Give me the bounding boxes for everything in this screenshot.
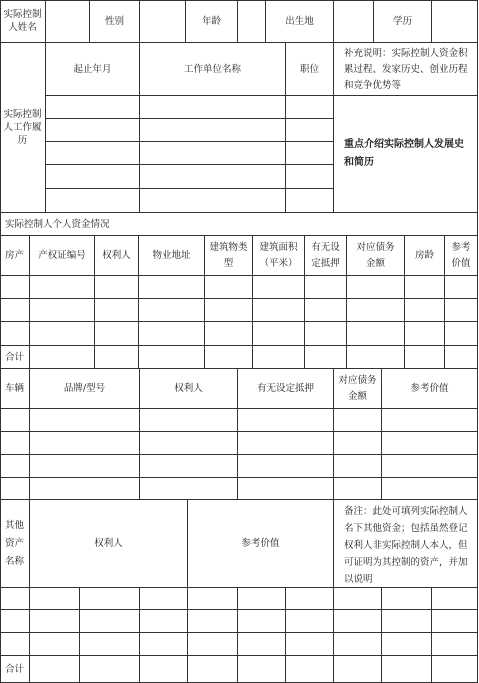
property-cell[interactable]	[30, 322, 95, 346]
other-cell[interactable]	[286, 633, 334, 656]
other-total-cell[interactable]	[382, 656, 432, 683]
other-cell[interactable]	[140, 588, 188, 610]
other-total-cell[interactable]	[286, 656, 334, 683]
other-assets-note: 备注：此处可填列实际控制人名下其他资金；包括虽然登记权利人非实际控制人本人，但可证明为其控制的资产，并加以说明	[334, 500, 478, 588]
other-cell[interactable]	[0, 588, 30, 610]
other-cell[interactable]	[80, 633, 140, 656]
vehicle-cell[interactable]	[30, 432, 140, 455]
property-cell[interactable]	[205, 322, 253, 346]
vehicle-cell[interactable]	[334, 455, 382, 478]
other-cell[interactable]	[30, 610, 80, 633]
property-cell[interactable]	[305, 299, 347, 322]
property-cell[interactable]	[253, 322, 305, 346]
property-header-1: 产权证编号	[30, 236, 95, 276]
assets-section-title: 实际控制人个人资金情况	[0, 213, 478, 236]
property-header-3: 物业地址	[139, 236, 205, 276]
employer-header: 工作单位名称	[140, 43, 286, 96]
property-cell[interactable]	[0, 276, 30, 299]
property-total-cell[interactable]	[139, 346, 205, 369]
property-cell[interactable]	[347, 322, 405, 346]
work-row-3-years[interactable]	[46, 142, 140, 165]
property-total-cell[interactable]	[253, 346, 305, 369]
other-total-cell[interactable]	[188, 656, 238, 683]
education-label: 学历	[374, 0, 432, 43]
vehicle-cell[interactable]	[382, 455, 478, 478]
vehicle-cell[interactable]	[382, 409, 478, 432]
work-row-2-employer[interactable]	[140, 119, 286, 142]
property-cell[interactable]	[205, 299, 253, 322]
other-cell[interactable]	[0, 633, 30, 656]
other-cell[interactable]	[286, 610, 334, 633]
other-cell[interactable]	[334, 588, 382, 610]
property-cell[interactable]	[30, 299, 95, 322]
vehicle-header-5: 参考价值	[382, 369, 478, 409]
work-row-5-position[interactable]	[286, 189, 334, 213]
other-total-label: 合计	[0, 656, 30, 683]
property-total-cell[interactable]	[30, 346, 95, 369]
property-total-cell[interactable]	[95, 346, 139, 369]
property-cell[interactable]	[253, 299, 305, 322]
vehicle-cell[interactable]	[30, 478, 140, 500]
other-value-header: 参考价值	[188, 500, 334, 588]
work-row-2-position[interactable]	[286, 119, 334, 142]
age-field[interactable]	[238, 0, 266, 43]
vehicle-cell[interactable]	[30, 455, 140, 478]
vehicle-cell[interactable]	[238, 432, 334, 455]
vehicle-cell[interactable]	[334, 432, 382, 455]
other-cell[interactable]	[432, 588, 478, 610]
property-cell[interactable]	[139, 276, 205, 299]
gender-field[interactable]	[140, 0, 186, 43]
highlight-note: 重点介绍实际控制人发展史和简历	[334, 96, 478, 213]
other-total-cell[interactable]	[432, 656, 478, 683]
work-history-label: 实际控制人工作履历	[0, 43, 46, 213]
other-total-cell[interactable]	[238, 656, 286, 683]
other-total-cell[interactable]	[140, 656, 188, 683]
work-row-1-years[interactable]	[46, 96, 140, 119]
position-header: 职位	[286, 43, 334, 96]
property-cell[interactable]	[139, 322, 205, 346]
gender-label: 性别	[90, 0, 140, 43]
property-cell[interactable]	[445, 276, 478, 299]
other-cell[interactable]	[382, 633, 432, 656]
vehicle-cell[interactable]	[0, 409, 30, 432]
other-cell[interactable]	[188, 610, 238, 633]
vehicle-cell[interactable]	[382, 432, 478, 455]
education-field[interactable]	[432, 0, 478, 43]
years-header: 起止年月	[46, 43, 140, 96]
property-header-9: 参考价值	[445, 236, 478, 276]
vehicle-cell[interactable]	[238, 455, 334, 478]
property-total-label: 合计	[0, 346, 30, 369]
property-cell[interactable]	[445, 322, 478, 346]
controller-name-label: 实际控制人姓名	[0, 0, 46, 43]
other-cell[interactable]	[140, 633, 188, 656]
birthplace-label: 出生地	[266, 0, 334, 43]
other-cell[interactable]	[0, 610, 30, 633]
property-cell[interactable]	[405, 299, 445, 322]
other-owner-header: 权利人	[30, 500, 188, 588]
property-total-cell[interactable]	[405, 346, 445, 369]
other-total-cell[interactable]	[80, 656, 140, 683]
property-header-7: 对应债务金额	[347, 236, 405, 276]
other-assets-label: 其他资产名称	[0, 500, 30, 588]
other-cell[interactable]	[188, 633, 238, 656]
property-total-cell[interactable]	[305, 346, 347, 369]
supplement-note: 补充说明：实际控制人资金积累过程、发家历史、创业历程和竞争优势等	[334, 43, 478, 96]
work-row-4-years[interactable]	[46, 165, 140, 189]
other-cell[interactable]	[382, 588, 432, 610]
vehicle-header-0: 车辆	[0, 369, 30, 409]
work-row-1-employer[interactable]	[140, 96, 286, 119]
other-cell[interactable]	[432, 610, 478, 633]
property-total-cell[interactable]	[347, 346, 405, 369]
property-total-cell[interactable]	[445, 346, 478, 369]
other-cell[interactable]	[238, 588, 286, 610]
work-row-5-years[interactable]	[46, 189, 140, 213]
property-cell[interactable]	[0, 299, 30, 322]
property-cell[interactable]	[405, 276, 445, 299]
property-header-0: 房产	[0, 236, 30, 276]
property-cell[interactable]	[253, 276, 305, 299]
vehicle-header-1: 品牌/型号	[30, 369, 140, 409]
vehicle-cell[interactable]	[140, 432, 238, 455]
property-header-4: 建筑物类型	[205, 236, 253, 276]
property-cell[interactable]	[305, 276, 347, 299]
vehicle-header-3: 有无设定抵押	[238, 369, 334, 409]
other-cell[interactable]	[334, 633, 382, 656]
property-cell[interactable]	[347, 299, 405, 322]
property-cell[interactable]	[445, 299, 478, 322]
work-row-1-position[interactable]	[286, 96, 334, 119]
property-header-6: 有无设定抵押	[305, 236, 347, 276]
other-cell[interactable]	[80, 610, 140, 633]
vehicle-cell[interactable]	[140, 409, 238, 432]
other-cell[interactable]	[334, 610, 382, 633]
property-cell[interactable]	[95, 276, 139, 299]
other-cell[interactable]	[140, 610, 188, 633]
other-cell[interactable]	[30, 588, 80, 610]
vehicle-cell[interactable]	[0, 432, 30, 455]
work-row-5-employer[interactable]	[140, 189, 286, 213]
other-cell[interactable]	[80, 588, 140, 610]
property-header-5: 建筑面积（平米）	[253, 236, 305, 276]
vehicle-header-4: 对应债务金额	[334, 369, 382, 409]
other-cell[interactable]	[238, 610, 286, 633]
vehicle-cell[interactable]	[334, 478, 382, 500]
work-row-4-position[interactable]	[286, 165, 334, 189]
birthplace-field[interactable]	[334, 0, 374, 43]
vehicle-cell[interactable]	[140, 455, 238, 478]
other-total-cell[interactable]	[30, 656, 80, 683]
other-cell[interactable]	[238, 633, 286, 656]
property-total-cell[interactable]	[205, 346, 253, 369]
property-cell[interactable]	[139, 299, 205, 322]
property-cell[interactable]	[95, 299, 139, 322]
other-cell[interactable]	[382, 610, 432, 633]
other-cell[interactable]	[432, 633, 478, 656]
vehicle-cell[interactable]	[334, 409, 382, 432]
age-label: 年龄	[186, 0, 238, 43]
property-cell[interactable]	[95, 322, 139, 346]
vehicle-cell[interactable]	[382, 478, 478, 500]
vehicle-cell[interactable]	[30, 409, 140, 432]
property-header-8: 房龄	[405, 236, 445, 276]
other-cell[interactable]	[286, 588, 334, 610]
vehicle-cell[interactable]	[238, 409, 334, 432]
property-cell[interactable]	[0, 322, 30, 346]
work-row-3-employer[interactable]	[140, 142, 286, 165]
vehicle-header-2: 权利人	[140, 369, 238, 409]
work-row-3-position[interactable]	[286, 142, 334, 165]
property-header-2: 权利人	[95, 236, 139, 276]
work-row-2-years[interactable]	[46, 119, 140, 142]
controller-name-field[interactable]	[46, 0, 90, 43]
vehicle-cell[interactable]	[140, 478, 238, 500]
property-cell[interactable]	[305, 322, 347, 346]
vehicle-cell[interactable]	[238, 478, 334, 500]
property-cell[interactable]	[347, 276, 405, 299]
property-cell[interactable]	[30, 276, 95, 299]
property-cell[interactable]	[405, 322, 445, 346]
vehicle-cell[interactable]	[0, 455, 30, 478]
other-total-cell[interactable]	[334, 656, 382, 683]
other-cell[interactable]	[188, 588, 238, 610]
other-cell[interactable]	[30, 633, 80, 656]
property-cell[interactable]	[205, 276, 253, 299]
vehicle-cell[interactable]	[0, 478, 30, 500]
work-row-4-employer[interactable]	[140, 165, 286, 189]
